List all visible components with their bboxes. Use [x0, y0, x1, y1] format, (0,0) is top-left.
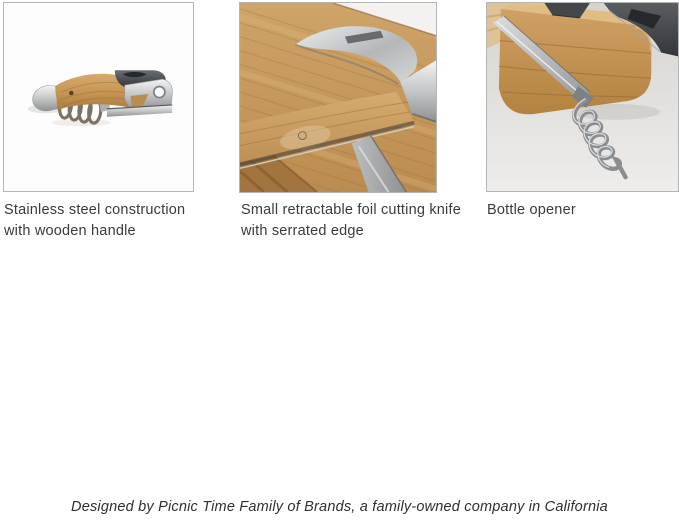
figure-caption-1	[4, 200, 236, 242]
product-photo-frame-1	[3, 2, 194, 192]
bottle-opener-photo	[487, 3, 678, 191]
caption-line: Stainless steel construction	[4, 202, 186, 218]
foil-knife-photo	[240, 3, 436, 192]
handle-rivet	[69, 91, 74, 96]
bottle-opener-hole	[154, 87, 165, 98]
caption-line: Bottle opener	[487, 202, 576, 218]
figure-caption-2	[241, 200, 487, 242]
caption-line: Small retractable foil cutting knife	[241, 202, 461, 218]
corkscrew-tool-photo	[4, 3, 193, 191]
caption-line: with serrated edge	[241, 223, 364, 239]
caption-line: with wooden handle	[4, 223, 136, 239]
figure-caption-3	[487, 200, 677, 221]
handle-rivet	[298, 132, 306, 140]
product-photo-frame-2	[239, 2, 437, 193]
product-photo-frame-3	[486, 2, 679, 192]
brand-footer-text: Designed by Picnic Time Family of Brands, a family-owned company in California	[71, 499, 608, 515]
